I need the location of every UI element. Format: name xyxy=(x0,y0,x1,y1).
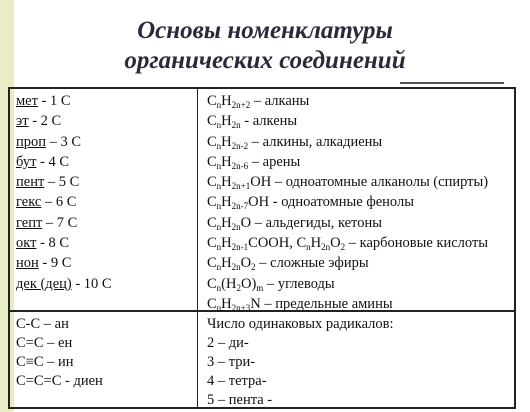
prefix-count: - 2 С xyxy=(28,113,62,130)
prefix-count: – 5 С xyxy=(44,174,80,191)
column-divider xyxy=(197,89,198,407)
prefix-item xyxy=(16,132,112,152)
prefix-item xyxy=(16,172,112,192)
bond-item: С=С=С - диен xyxy=(16,373,103,389)
prefix-item xyxy=(16,192,112,212)
prefix-root: бут xyxy=(16,153,37,170)
multiplier-item: 3 – три- xyxy=(207,354,256,370)
class-name: - одноатомные фенолы xyxy=(269,194,414,211)
prefix-item xyxy=(16,274,112,294)
title-line-2: органических соединений xyxy=(124,47,406,74)
class-name: - алкены xyxy=(240,113,298,130)
prefix-item xyxy=(16,91,112,111)
class-name: – одноатомные алканолы (спирты) xyxy=(271,174,489,191)
bond-item: С=С – ен xyxy=(16,335,73,351)
multiplier-item: 2 – ди- xyxy=(207,335,249,351)
prefix-item xyxy=(16,253,112,273)
prefix-root: окт xyxy=(16,235,37,252)
prefix-item xyxy=(16,111,112,131)
general-formula: $C_nH_{2n-2}$ xyxy=(207,133,249,151)
general-formula: $C_nH_{2n+1}OH$ xyxy=(207,174,272,192)
bond-suffix-list xyxy=(16,315,103,391)
compound-class-list xyxy=(207,91,488,314)
bond-item: С-С – ан xyxy=(16,316,69,332)
prefix-count: – 3 С xyxy=(46,133,82,150)
class-item xyxy=(207,213,488,233)
general-formula: $C_nH_{2n+3}N$ xyxy=(207,295,261,313)
class-name: – алкины, алкадиены xyxy=(248,133,383,150)
class-item xyxy=(207,294,488,314)
class-item xyxy=(207,91,488,111)
general-formula: $C_nH_{2n+2}$ xyxy=(207,93,251,110)
class-name: – арены xyxy=(248,153,301,170)
nomenclature-table xyxy=(8,87,516,409)
prefix-count: - 9 С xyxy=(38,255,72,272)
prefix-root: дек (дец) xyxy=(16,275,72,292)
class-name: – алканы xyxy=(250,93,310,109)
page-title xyxy=(0,16,530,76)
prefix-item xyxy=(16,233,112,253)
class-item xyxy=(207,233,488,253)
prefix-root: эт xyxy=(16,113,29,130)
general-formula: $C_n(H_2O)_m$ xyxy=(207,275,264,293)
general-formula: $C_nH_{2n}O_2$ xyxy=(207,255,256,273)
carbon-prefix-list xyxy=(16,91,112,294)
prefix-count: - 4 С xyxy=(36,153,70,170)
title-underline xyxy=(400,82,504,84)
class-item xyxy=(207,274,488,294)
class-item xyxy=(207,111,488,131)
prefix-item xyxy=(16,152,112,172)
class-item xyxy=(207,132,488,152)
class-name: – углеводы xyxy=(263,275,335,292)
prefix-root: нон xyxy=(16,255,39,272)
bond-item: С≡С – ин xyxy=(16,354,74,370)
class-name: – карбоновые кислоты xyxy=(345,235,489,252)
prefix-item xyxy=(16,213,112,233)
prefix-root: пент xyxy=(16,174,45,191)
multiplier-prefix-list xyxy=(207,315,394,410)
general-formula: $C_nH_{2n-7}OH$ xyxy=(207,194,270,212)
general-formula: $C_nH_{2n-6}$ xyxy=(207,153,249,171)
prefix-count: – 6 С xyxy=(41,194,77,211)
general-formula: $C_nH_{2n}O$ xyxy=(207,214,252,232)
class-item xyxy=(207,253,488,273)
prefix-root: мет xyxy=(16,93,38,109)
class-name: – сложные эфиры xyxy=(255,255,369,272)
class-item xyxy=(207,192,488,212)
prefix-root: гекс xyxy=(16,194,42,211)
class-item xyxy=(207,172,488,192)
multiplier-item: 4 – тетра- xyxy=(207,373,267,389)
multiplier-item: 5 – пента - xyxy=(207,392,273,408)
general-formula: $C_nH_{2n}$ xyxy=(207,113,241,131)
class-name: – альдегиды, кетоны xyxy=(251,214,382,231)
title-line-1: Основы номенклатуры xyxy=(137,17,393,44)
multiplier-header: Число одинаковых радикалов: xyxy=(207,316,394,332)
prefix-count: - 10 С xyxy=(71,275,112,292)
prefix-root: проп xyxy=(16,133,47,150)
class-item xyxy=(207,152,488,172)
prefix-count: – 7 С xyxy=(42,214,78,231)
prefix-count: - 8 С xyxy=(36,235,70,252)
prefix-root: гепт xyxy=(16,214,43,231)
prefix-count: - 1 С xyxy=(37,93,71,109)
general-formula: $C_nH_{2n-1}COOH$, $C_nH_{2n}O_2$ xyxy=(207,235,346,253)
class-name: – предельные амины xyxy=(260,295,393,312)
